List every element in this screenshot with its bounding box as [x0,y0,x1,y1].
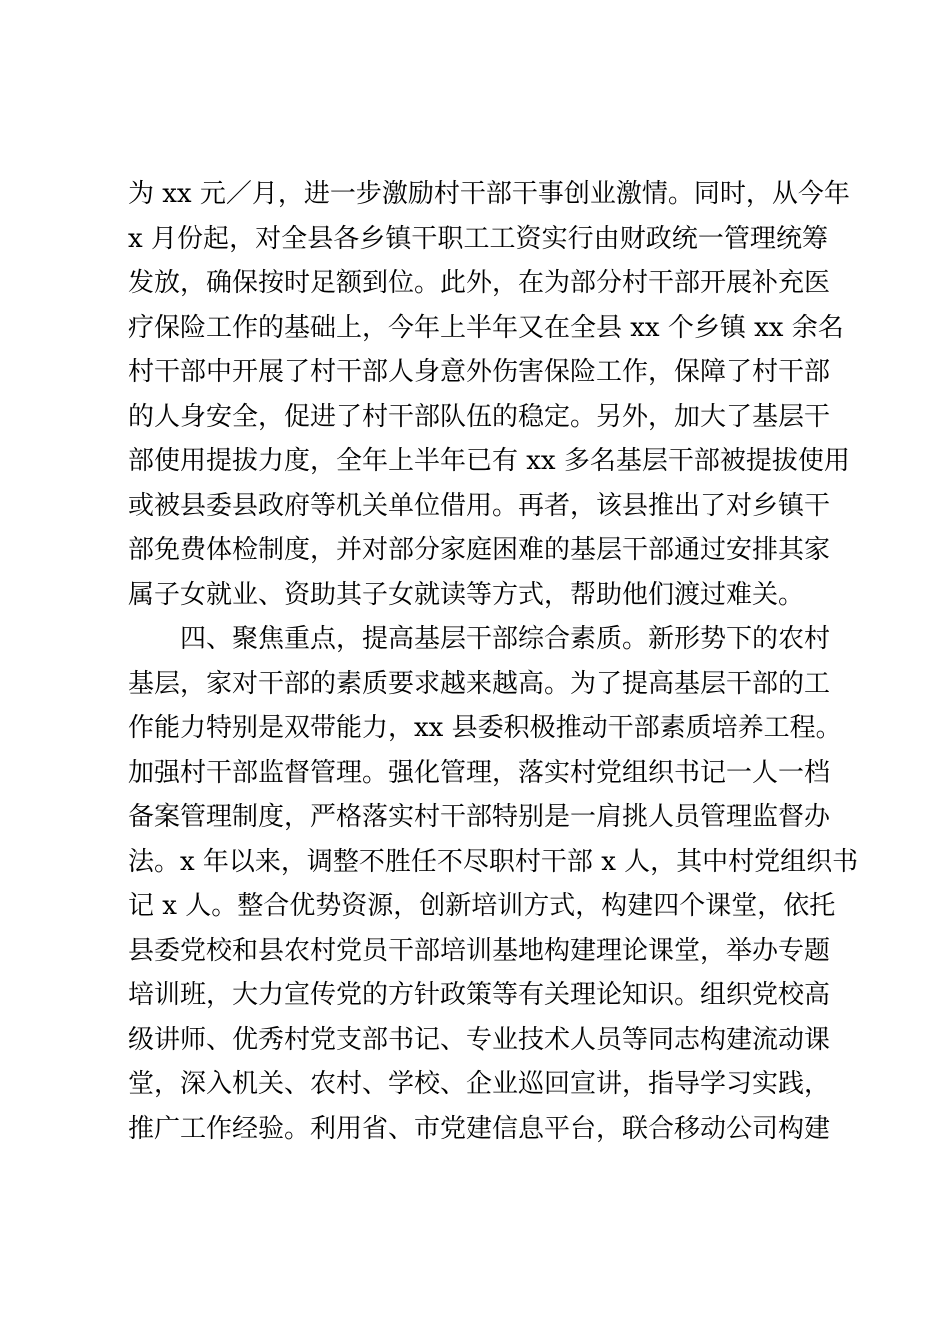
text-line: 备案管理制度，严格落实村干部特别是一肩挑人员管理监督办 [128,802,831,832]
text-line: 法。x 年以来，调整不胜任不尽职村干部 x 人，其中村党组织书 [128,846,859,877]
text-line: 的人身安全，促进了村干部队伍的稳定。另外，加大了基层干 [128,401,831,432]
text-line: 部免费体检制度，并对部分家庭困难的基层干部通过安排其家 [128,535,831,565]
document-body [128,172,859,1151]
text-line: 属子女就业、资助其子女就读等方式，帮助他们渡过难关。 [128,579,805,610]
text-line: 县委党校和县农村党员干部培训基地构建理论课堂，举办专题 [128,935,831,966]
text-line: 级讲师、优秀村党支部书记、专业技术人员等同志构建流动课 [128,1024,831,1055]
text-line: 堂，深入机关、农村、学校、企业巡回宣讲，指导学习实践， [128,1069,831,1099]
text-line: 培训班，大力宣传党的方针政策等有关理论知识。组织党校高 [128,980,831,1010]
text-line: 推广工作经验。利用省、市党建信息平台，联合移动公司构建 [128,1113,831,1144]
text-line: 或被县委县政府等机关单位借用。再者，该县推出了对乡镇干 [128,490,831,521]
text-line: 疗保险工作的基础上，今年上半年又在全县 xx 个乡镇 xx 余名 [128,312,844,343]
text-line: 发放，确保按时足额到位。此外，在为部分村干部开展补充医 [128,268,831,298]
text-line: 记 x 人。整合优势资源，创新培训方式，构建四个课堂，依托 [128,891,836,921]
text-line: 为 xx 元／月，进一步激励村干部干事创业激情。同时，从今年 [128,179,850,209]
text-line: 加强村干部监督管理。强化管理，落实村党组织书记一人一档 [128,757,831,788]
text-line: 作能力特别是双带能力，xx 县委积极推动干部素质培养工程。 [128,713,842,743]
paragraph-2 [128,617,859,1151]
text-line: x 月份起，对全县各乡镇干职工工资实行由财政统一管理统筹 [128,223,828,254]
text-line: 四、聚焦重点，提高基层干部综合素质。新形势下的农村 [180,624,831,654]
text-line: 基层，家对干部的素质要求越来越高。为了提高基层干部的工 [128,668,831,699]
text-line: 村干部中开展了村干部人身意外伤害保险工作，保障了村干部 [128,357,831,387]
paragraph-1 [128,172,850,617]
text-line: 部使用提拔力度，全年上半年已有 xx 多名基层干部被提拔使用 [128,446,850,476]
